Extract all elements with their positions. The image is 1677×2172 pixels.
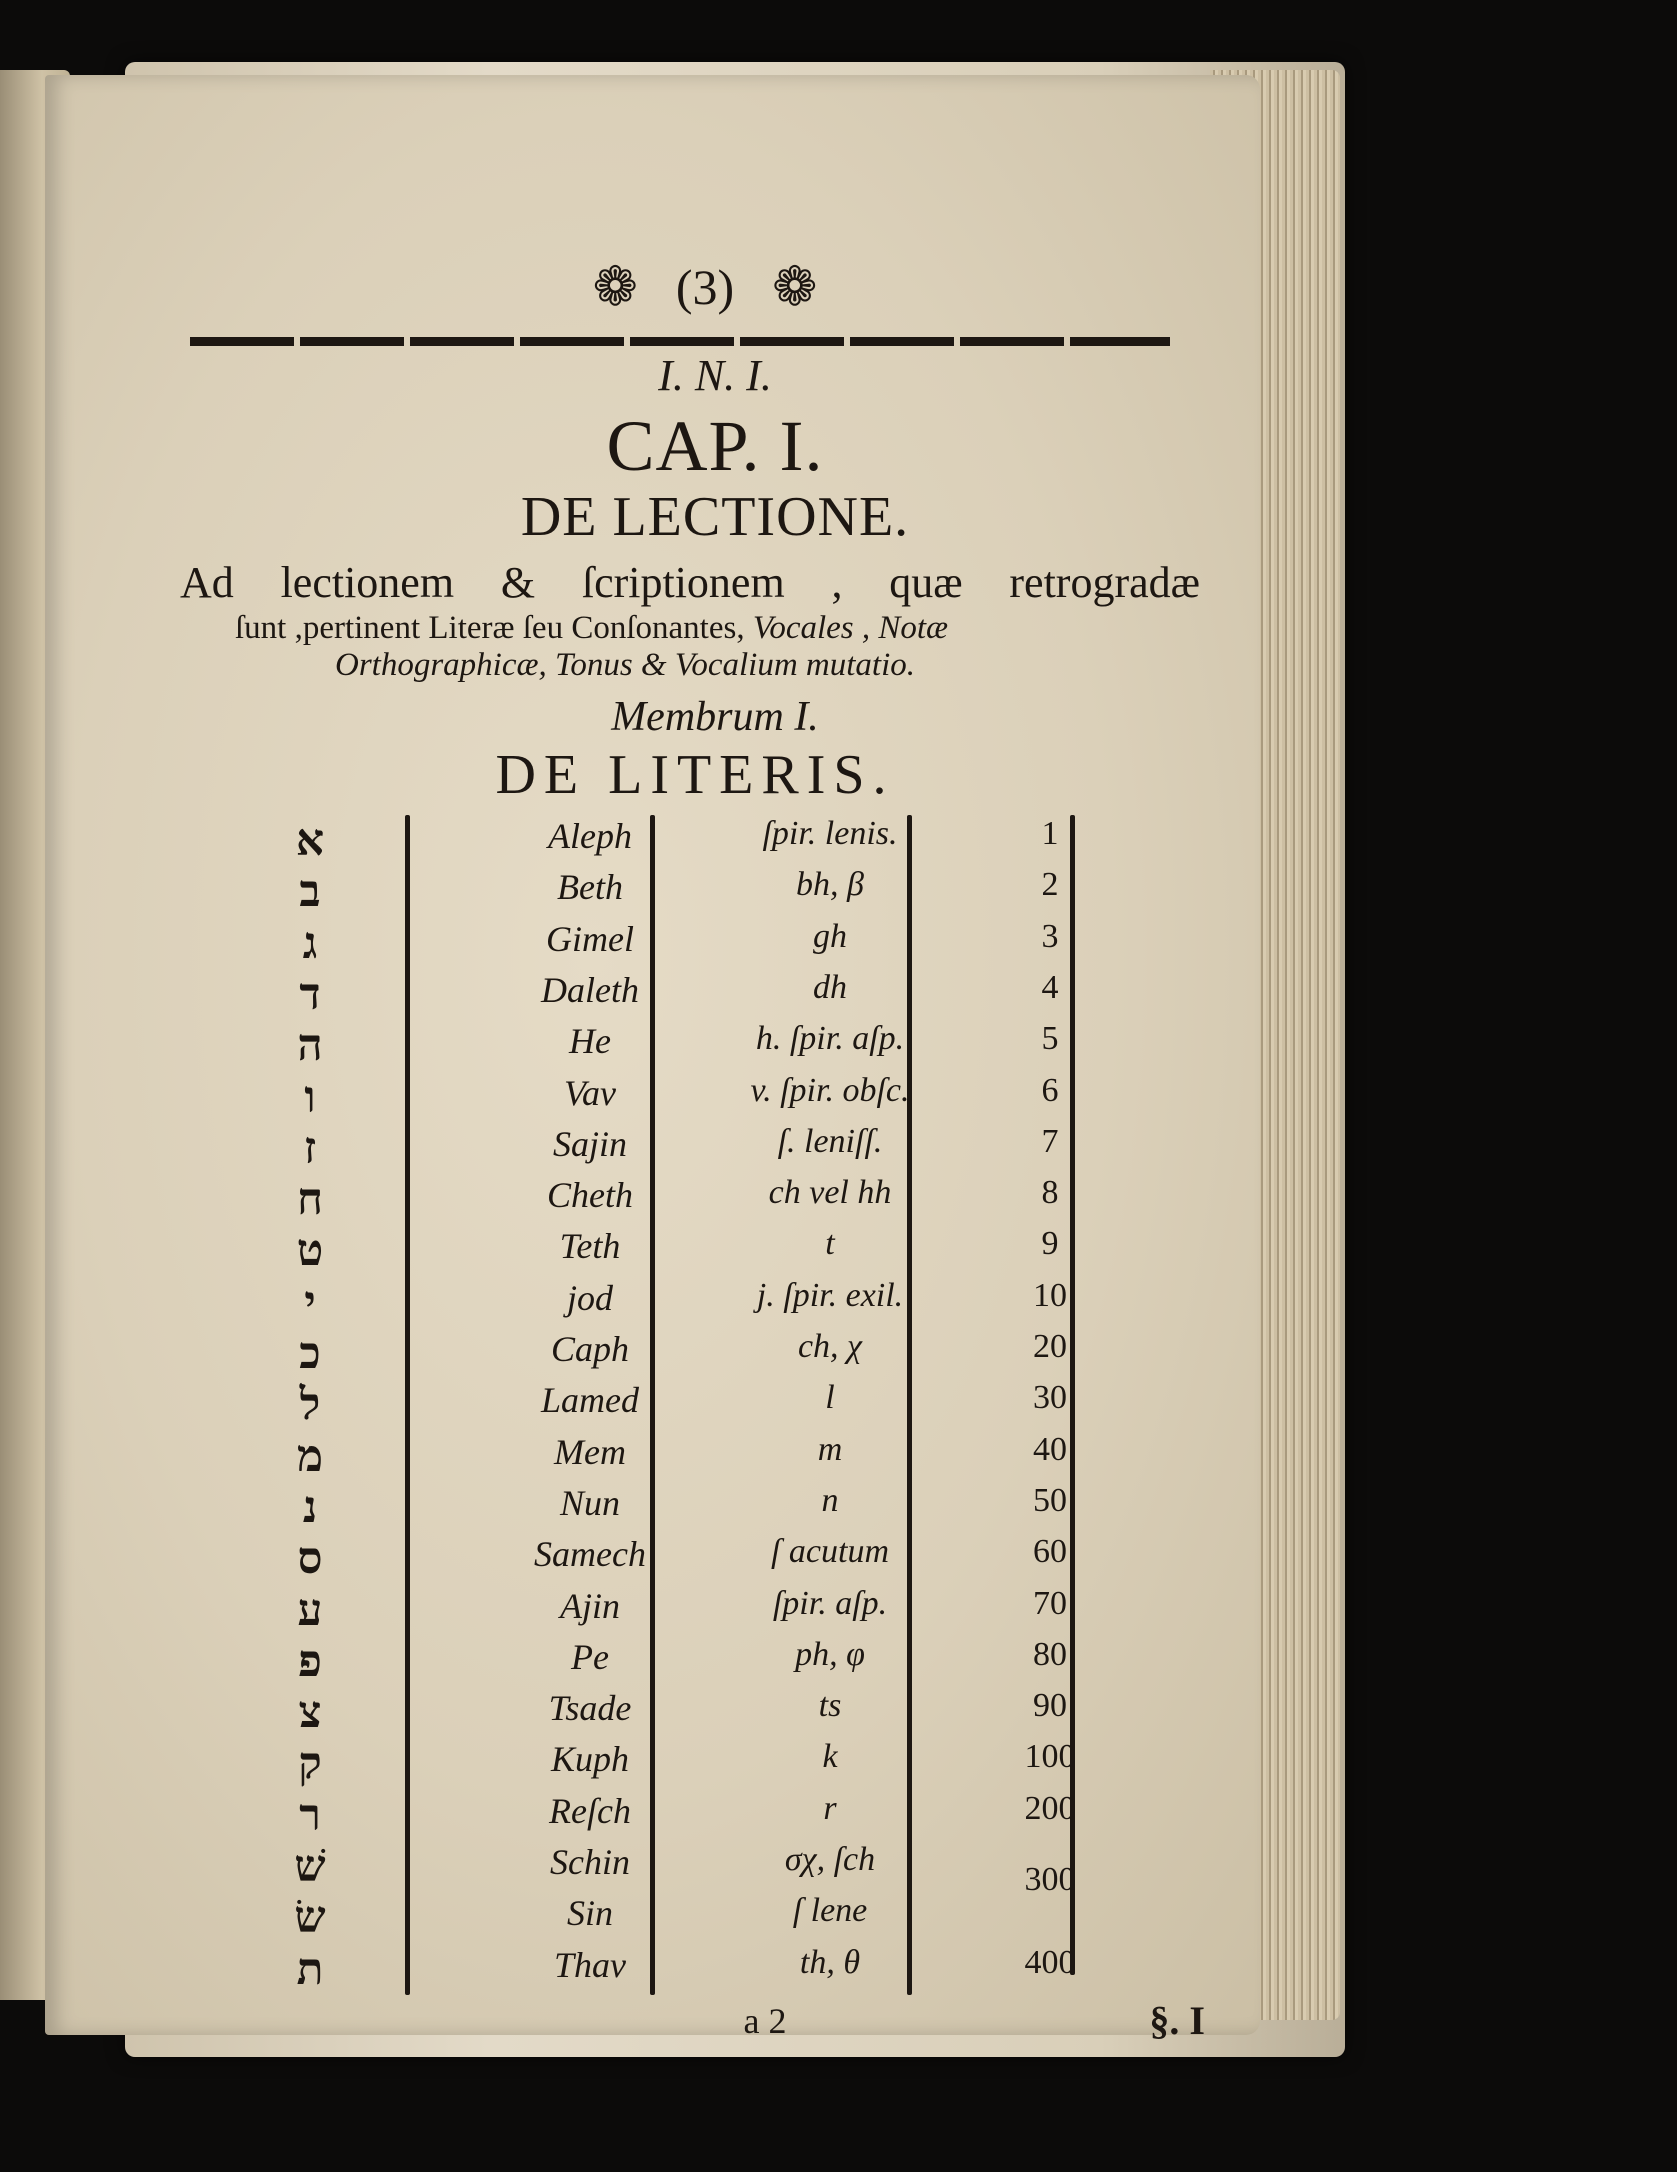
letter-name: jod (566, 1277, 613, 1318)
table-row (280, 1174, 1100, 1226)
signature-mark: a 2 (743, 2001, 787, 2041)
letter-name: Aleph (548, 816, 632, 856)
table-row (280, 969, 1100, 1021)
invocation: I. N. I. (658, 351, 772, 400)
folio-header (485, 255, 925, 318)
pronunciation: th, θ (799, 1943, 861, 1981)
letter-name: Kuph (550, 1739, 629, 1780)
table-row (280, 1790, 1100, 1842)
letter-name: He (569, 1021, 611, 1062)
hebrew-letter: ה (297, 1020, 323, 1072)
hebrew-letter: א (295, 815, 325, 866)
letter-name: Thav (554, 1944, 626, 1985)
hebrew-letter: ס (297, 1533, 323, 1585)
table-row (280, 1123, 1100, 1175)
pronunciation: gh (813, 917, 847, 955)
table-row (280, 815, 1100, 867)
numeric-value: 20 (1033, 1328, 1067, 1365)
numeric-value: 400 (1024, 1943, 1076, 1981)
numeric-value: 200 (1024, 1789, 1076, 1827)
pronunciation: ph, φ (795, 1635, 865, 1673)
pronunciation: n (821, 1481, 839, 1519)
letter-name: Nun (559, 1482, 620, 1523)
numeric-value: 2 (1041, 866, 1059, 904)
letter-name: Beth (557, 867, 623, 908)
table-row (280, 1431, 1100, 1483)
membrum-title: Membrum I. (611, 694, 819, 740)
hebrew-letter: ר (299, 1789, 321, 1841)
book-page (45, 75, 1260, 2043)
numeric-value: 10 (1033, 1276, 1067, 1314)
letter-name: Vav (564, 1072, 616, 1113)
ornament-left-icon: ❁ (592, 257, 638, 317)
section-heading: DE LITERIS. (495, 744, 895, 806)
hebrew-letter: ע (297, 1584, 323, 1636)
hebrew-letter: כ (299, 1328, 321, 1379)
numeric-value: 3 (1041, 917, 1059, 955)
pronunciation: v. ſpir. obſc. (750, 1071, 910, 1109)
letter-name: Cheth (547, 1175, 633, 1216)
letter-name: Sajin (552, 1123, 627, 1164)
numeric-value: 70 (1033, 1584, 1067, 1622)
table-row (280, 1020, 1100, 1072)
hebrew-letter: צ (298, 1687, 322, 1739)
table-row (280, 1225, 1100, 1277)
letter-name: Mem (554, 1431, 626, 1472)
pronunciation: t (825, 1225, 835, 1263)
intro-line-2-roman: ſunt ,pertinent Literæ ſeu Conſonantes, (235, 610, 745, 646)
table-row (280, 1738, 1100, 1790)
letter-name: Lamed (541, 1380, 639, 1421)
numeric-value: 60 (1033, 1533, 1067, 1571)
hebrew-letter: י (304, 1276, 316, 1328)
pronunciation: r (823, 1789, 837, 1827)
numeric-value: 30 (1033, 1379, 1067, 1417)
letter-name: Gimel (546, 918, 634, 959)
table-row (280, 1379, 1100, 1431)
letter-name: Reſch (549, 1790, 631, 1831)
pronunciation: h. ſpir. aſp. (755, 1020, 905, 1058)
hebrew-letter: שׁ (294, 1841, 326, 1892)
pronunciation: ſ. leniſſ. (777, 1122, 883, 1160)
pronunciation: ſ acutum (770, 1533, 890, 1571)
ornament-right-icon: ❁ (772, 257, 818, 317)
numeric-value: 7 (1041, 1122, 1059, 1160)
pronunciation: ch, χ (797, 1328, 863, 1365)
letter-name: Daleth (541, 969, 639, 1010)
table-row (280, 1482, 1100, 1534)
table-row (280, 1277, 1100, 1329)
pronunciation: dh (813, 968, 847, 1006)
table-row (280, 1944, 1100, 1996)
hebrew-letter: ד (299, 968, 321, 1020)
table-row (280, 1585, 1100, 1637)
pronunciation: l (825, 1379, 835, 1417)
numeric-value: 9 (1041, 1225, 1059, 1263)
header-rule (190, 337, 1170, 346)
pronunciation: j. ſpir. exil. (756, 1276, 904, 1314)
table-row (280, 866, 1100, 918)
hebrew-letter: מ (296, 1430, 324, 1482)
letter-name: Tsade (548, 1688, 632, 1729)
hebrew-letter: ו (304, 1071, 316, 1123)
pronunciation: σχ, ſch (784, 1841, 876, 1878)
pronunciation: ts (818, 1687, 842, 1725)
intro-line-1: Ad lectionem & ſcriptionem , quæ retrogradæ (180, 558, 1200, 607)
table-row (280, 1072, 1100, 1124)
hebrew-letter: ק (298, 1738, 322, 1790)
hebrew-letter: שׂ (294, 1892, 326, 1944)
table-row (280, 1841, 1100, 1898)
intro-line-2 (235, 610, 1135, 647)
table-row (280, 1533, 1100, 1585)
numeric-value: 300 (1024, 1861, 1076, 1898)
numeric-value: 50 (1033, 1481, 1067, 1519)
letter-name: Caph (550, 1329, 629, 1369)
letter-name: Pe (571, 1636, 609, 1677)
pronunciation: ſpir. lenis. (762, 815, 898, 852)
pronunciation: k (822, 1738, 838, 1776)
hebrew-letter: פ (298, 1635, 322, 1687)
hebrew-letter: ז (303, 1122, 317, 1174)
catchword: §. I (1149, 1998, 1205, 2043)
table-row (280, 1892, 1100, 1944)
hebrew-letter: נ (302, 1481, 318, 1533)
numeric-value: 100 (1024, 1738, 1076, 1776)
table-row (280, 1328, 1100, 1380)
numeric-value: 6 (1041, 1071, 1059, 1109)
intro-line-3: Orthographicæ, Tonus & Vocalium mutatio. (335, 647, 915, 683)
hebrew-letter: ת (296, 1943, 324, 1995)
hebrew-letter: ט (296, 1225, 324, 1277)
hebrew-letter: ח (296, 1174, 324, 1226)
letter-name: Ajin (560, 1585, 620, 1626)
table-row (280, 918, 1100, 970)
numeric-value: 1 (1041, 815, 1059, 852)
page-number: (3) (675, 258, 735, 315)
numeric-value: 40 (1033, 1430, 1067, 1468)
numeric-value: 4 (1041, 968, 1059, 1006)
letter-name: Teth (559, 1226, 621, 1267)
numeric-value: 5 (1041, 1020, 1059, 1058)
chapter-heading: DE LECTIONE. (520, 486, 910, 548)
table-row (280, 1687, 1100, 1739)
intro-line-2-italic: Vocales , Notæ (752, 610, 949, 646)
pronunciation: bh, β (796, 866, 864, 904)
hebrew-letter: ב (299, 866, 321, 918)
chapter-title: CAP. I. (606, 406, 824, 486)
numeric-value: 90 (1033, 1687, 1067, 1725)
letter-name: Samech (534, 1534, 646, 1575)
pronunciation: ch vel hh (768, 1174, 892, 1212)
pronunciation: m (817, 1430, 843, 1468)
hebrew-letter: ג (302, 917, 318, 969)
pronunciation: ſpir. aſp. (772, 1584, 888, 1622)
letter-name: Schin (550, 1842, 630, 1882)
hebrew-letter: ל (299, 1379, 321, 1431)
letter-name: Sin (566, 1893, 613, 1934)
numeric-value: 8 (1041, 1174, 1059, 1212)
pronunciation: ſ lene (792, 1892, 868, 1930)
table-row (280, 1636, 1100, 1688)
numeric-value: 80 (1033, 1635, 1067, 1673)
